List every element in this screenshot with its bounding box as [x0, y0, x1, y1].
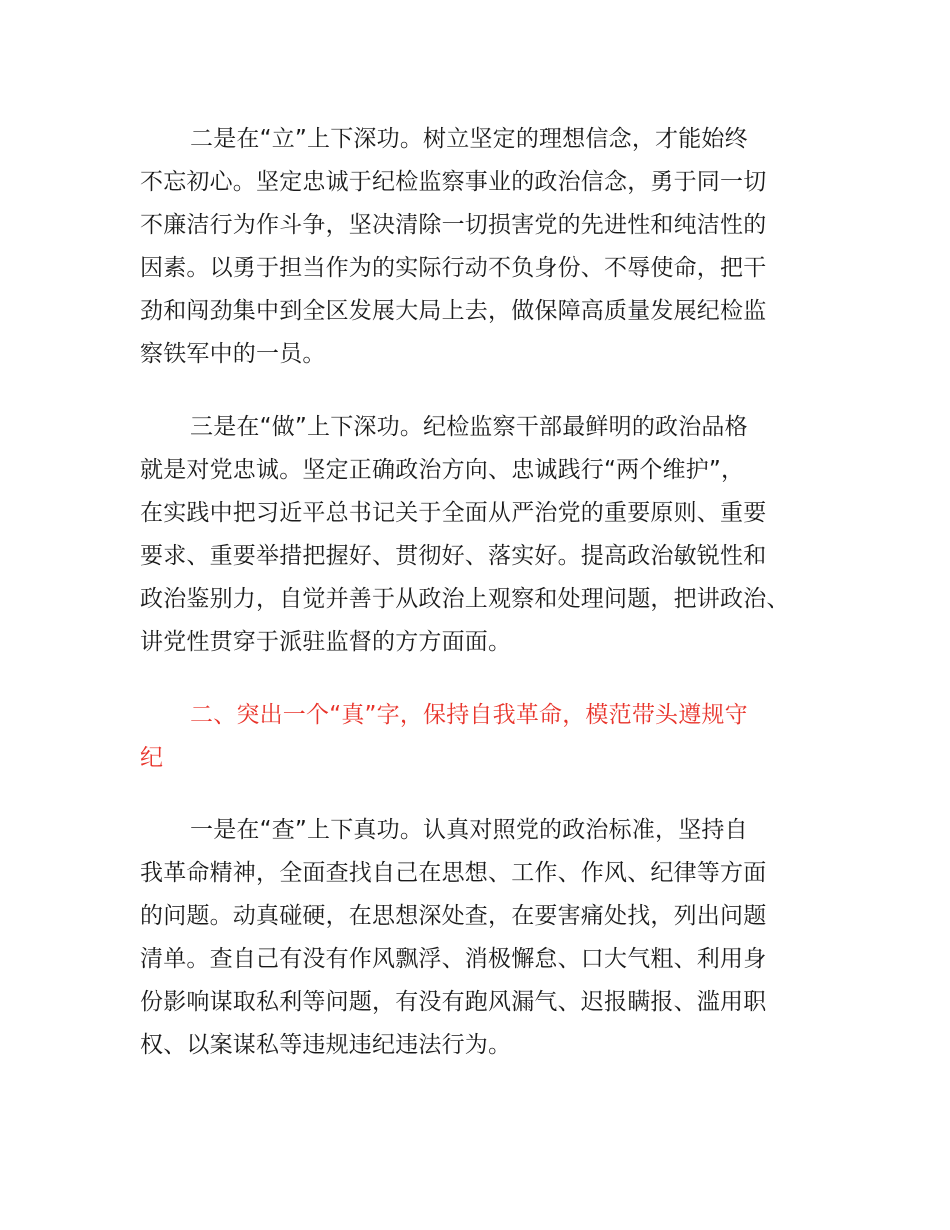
paragraph-line: 的问题。动真碰硬，在思想深处查，在要害痛处找，列出问题	[140, 903, 767, 929]
heading-line: 二、突出一个“真”字，保持自我革命，模范带头遵规守	[190, 702, 748, 728]
paragraph-line: 三是在“做”上下深功。纪检监察干部最鲜明的政治品格	[190, 414, 748, 440]
paragraph-line: 要求、重要举措把握好、贯彻好、落实好。提高政治敏锐性和	[140, 543, 767, 569]
paragraph-line: 因素。以勇于担当作为的实际行动不负身份、不辱使命，把干	[140, 255, 767, 281]
paragraph-line: 就是对党忠诚。坚定正确政治方向、忠诚践行“两个维护”，	[140, 457, 745, 483]
paragraph-line: 清单。查自己有没有作风飘浮、消极懈怠、口大气粗、利用身	[140, 946, 767, 972]
paragraph-line: 二是在“立”上下深功。树立坚定的理想信念，才能始终	[190, 126, 748, 152]
paragraph-line: 讲党性贯穿于派驻监督的方方面面。	[140, 629, 512, 655]
heading-line: 纪	[140, 745, 164, 771]
paragraph-line: 一是在“查”上下真功。认真对照党的政治标准，坚持自	[190, 817, 748, 843]
paragraph-line: 我革命精神，全面查找自己在思想、工作、作风、纪律等方面	[140, 860, 767, 886]
paragraph-line: 不忘初心。坚定忠诚于纪检监察事业的政治信念，勇于同一切	[140, 169, 767, 195]
paragraph-line: 劲和闯劲集中到全区发展大局上去，做保障高质量发展纪检监	[140, 298, 767, 324]
paragraph-line: 察铁军中的一员。	[140, 341, 326, 367]
paragraph-line: 不廉洁行为作斗争，坚决清除一切损害党的先进性和纯洁性的	[140, 212, 767, 238]
paragraph-line: 在实践中把习近平总书记关于全面从严治党的重要原则、重要	[140, 500, 767, 526]
paragraph-line: 权、以案谋私等违规违纪违法行为。	[140, 1032, 512, 1058]
paragraph-line: 份影响谋取私利等问题，有没有跑风漏气、迟报瞒报、滥用职	[140, 989, 767, 1015]
paragraph-line: 政治鉴别力，自觉并善于从政治上观察和处理问题，把讲政治、	[140, 586, 790, 612]
